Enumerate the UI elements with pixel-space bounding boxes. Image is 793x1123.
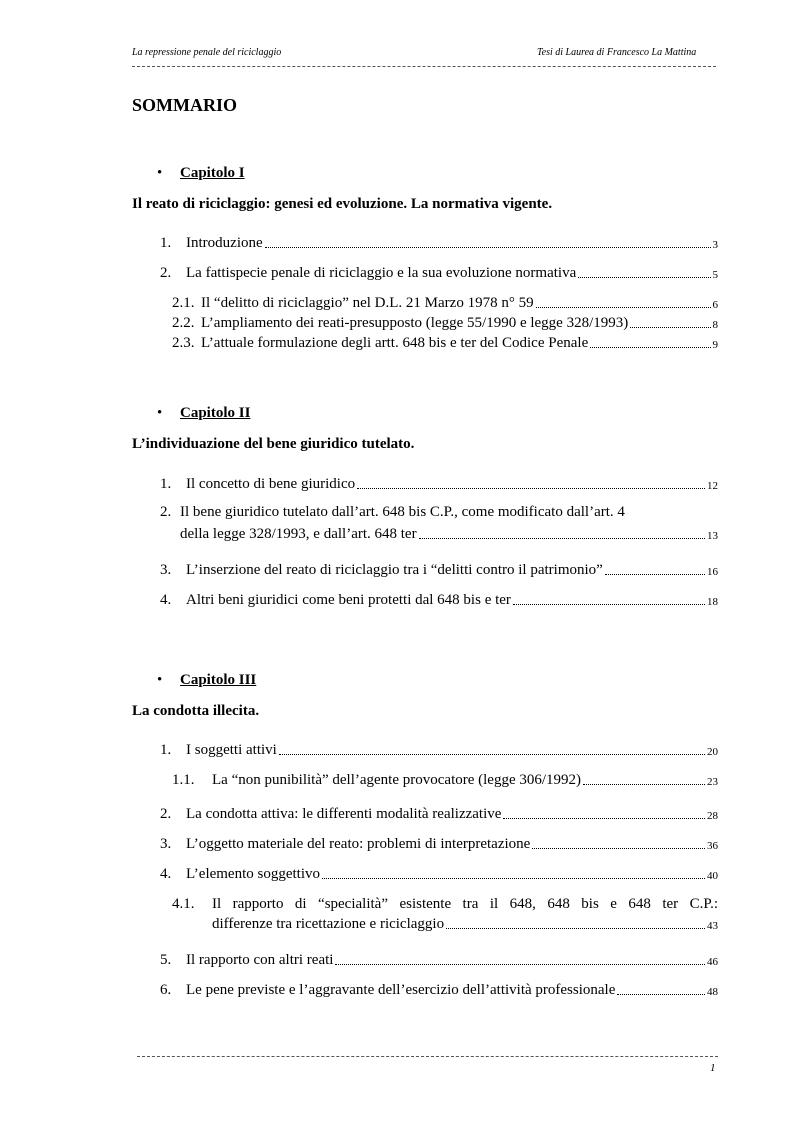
toc-entry[interactable] (160, 806, 718, 823)
dot-leader (630, 327, 710, 328)
dot-leader (357, 488, 705, 489)
toc-entry[interactable] (160, 235, 718, 252)
toc-entry-page: 40 (707, 870, 718, 882)
toc-entry[interactable] (160, 982, 718, 999)
toc-entry-continuation[interactable] (180, 526, 718, 543)
toc-entry-text: La condotta attiva: le differenti modalità realizzative (186, 806, 502, 822)
bullet-icon: • (157, 405, 163, 421)
chapter-3-heading: La condotta illecita. (132, 703, 260, 719)
toc-entry-continuation[interactable] (212, 916, 718, 933)
dot-leader (590, 347, 710, 348)
dot-leader (536, 307, 711, 308)
dot-leader (532, 848, 705, 849)
dot-leader (265, 247, 711, 248)
toc-entry[interactable] (160, 562, 718, 579)
toc-entry-text: L’inserzione del reato di riciclaggio tra i “delitti contro il patrimonio” (186, 562, 603, 578)
chapter-2-heading: L’individuazione del bene giuridico tutelato. (132, 436, 415, 452)
toc-entry[interactable] (160, 742, 718, 759)
toc-entry-text: Altri beni giuridici come beni protetti dal 648 bis e ter (186, 592, 511, 608)
toc-entry-number: 4. (160, 866, 172, 882)
toc-entry-text: La fattispecie penale di riciclaggio e la sua evoluzione normativa (186, 265, 577, 281)
toc-entry-page: 6 (712, 299, 718, 311)
toc-entry-page: 13 (707, 530, 718, 542)
page-title: SOMMARIO (132, 95, 237, 115)
toc-entry-text-continued: della legge 328/1993, e dall’art. 648 ter (180, 526, 417, 542)
footer-divider (137, 1056, 718, 1057)
toc-entry-page: 9 (712, 339, 718, 351)
toc-entry-text-continued: differenze tra ricettazione e riciclaggio (212, 916, 445, 932)
toc-entry[interactable] (160, 866, 718, 883)
bullet-icon: • (157, 672, 163, 688)
toc-entry-page: 48 (707, 986, 718, 998)
toc-entry-number: 2.1. (172, 295, 195, 311)
toc-entry-number: 6. (160, 982, 172, 998)
toc-subentry[interactable] (172, 295, 718, 312)
toc-entry-text: Introduzione (186, 235, 263, 251)
bullet-icon: • (157, 165, 163, 181)
toc-entry-number: 4. (160, 592, 172, 608)
toc-entry-page: 36 (707, 840, 718, 852)
header-left-title: La repressione penale del riciclaggio (132, 47, 282, 58)
chapter-2-label[interactable]: Capitolo II (180, 405, 251, 421)
toc-entry-number: 4.1. (172, 896, 195, 912)
dot-leader (335, 964, 705, 965)
toc-entry-number: 2. (160, 806, 172, 822)
toc-entry-page: 3 (712, 239, 718, 251)
toc-entry-number: 3. (160, 562, 172, 578)
toc-entry-text: La “non punibilità” dell’agente provocatore (legge 306/1992) (212, 772, 582, 788)
toc-subentry[interactable] (172, 772, 718, 789)
dot-leader (419, 538, 705, 539)
dot-leader (279, 754, 705, 755)
dot-leader (513, 604, 705, 605)
toc-subentry[interactable] (172, 315, 718, 332)
toc-entry-text: Le pene previste e l’aggravante dell’esercizio dell’attività professionale (186, 982, 616, 998)
toc-entry-number: 2. (160, 504, 172, 520)
toc-entry-number: 1. (160, 742, 172, 758)
toc-entry[interactable] (160, 265, 718, 282)
toc-entry[interactable] (160, 592, 718, 609)
toc-entry-number: 5. (160, 952, 172, 968)
dot-leader (617, 994, 705, 995)
toc-entry-text: Il “delitto di riciclaggio” nel D.L. 21 Marzo 1978 n° 59 (201, 295, 534, 311)
toc-entry-page: 23 (707, 776, 718, 788)
toc-entry-multiline[interactable] (172, 896, 718, 913)
toc-entry-page: 8 (712, 319, 718, 331)
page-number: 1 (710, 1062, 716, 1074)
toc-entry-number: 2.3. (172, 335, 195, 351)
toc-entry-page: 28 (707, 810, 718, 822)
toc-entry-text: L’oggetto materiale del reato: problemi di interpretazione (186, 836, 531, 852)
toc-entry-page: 18 (707, 596, 718, 608)
toc-entry-text: Il rapporto di “specialità” esistente tra il 648, 648 bis e 648 ter C.P.: (212, 896, 718, 912)
toc-entry-text: L’elemento soggettivo (186, 866, 321, 882)
toc-entry-text: L’attuale formulazione degli artt. 648 bis e ter del Codice Penale (201, 335, 589, 351)
dot-leader (605, 574, 705, 575)
toc-entry[interactable] (160, 952, 718, 969)
dot-leader (503, 818, 705, 819)
toc-entry-text: Il bene giuridico tutelato dall’art. 648 bis C.P., come modificato dall’art. 4 (180, 504, 625, 520)
toc-entry-page: 46 (707, 956, 718, 968)
toc-entry-text: Il concetto di bene giuridico (186, 476, 356, 492)
toc-entry-page: 43 (707, 920, 718, 932)
dot-leader (583, 784, 705, 785)
toc-entry-number: 2. (160, 265, 172, 281)
toc-entry-text: I soggetti attivi (186, 742, 277, 758)
dot-leader (322, 878, 705, 879)
header-right-title: Tesi di Laurea di Francesco La Mattina (537, 47, 697, 58)
header-divider (132, 66, 716, 67)
chapter-3-label[interactable]: Capitolo III (180, 672, 257, 688)
toc-entry-text: L’ampliamento dei reati-presupposto (legge 55/1990 e legge 328/1993) (201, 315, 629, 331)
toc-entry-number: 3. (160, 836, 172, 852)
chapter-1-heading: Il reato di riciclaggio: genesi ed evoluzione. La normativa vigente. (132, 196, 553, 212)
toc-entry-number: 1. (160, 476, 172, 492)
toc-entry-multiline[interactable] (160, 504, 625, 521)
toc-entry[interactable] (160, 836, 718, 853)
toc-entry-number: 1. (160, 235, 172, 251)
toc-entry-page: 5 (712, 269, 718, 281)
toc-entry-page: 16 (707, 566, 718, 578)
dot-leader (578, 277, 710, 278)
toc-entry-page: 12 (707, 480, 718, 492)
toc-subentry[interactable] (172, 335, 718, 352)
toc-entry-number: 2.2. (172, 315, 195, 331)
toc-entry-page: 20 (707, 746, 718, 758)
dot-leader (446, 928, 705, 929)
toc-entry[interactable] (160, 476, 718, 493)
toc-entry-text: Il rapporto con altri reati (186, 952, 334, 968)
chapter-1-label[interactable]: Capitolo I (180, 165, 245, 181)
toc-entry-number: 1.1. (172, 772, 195, 788)
